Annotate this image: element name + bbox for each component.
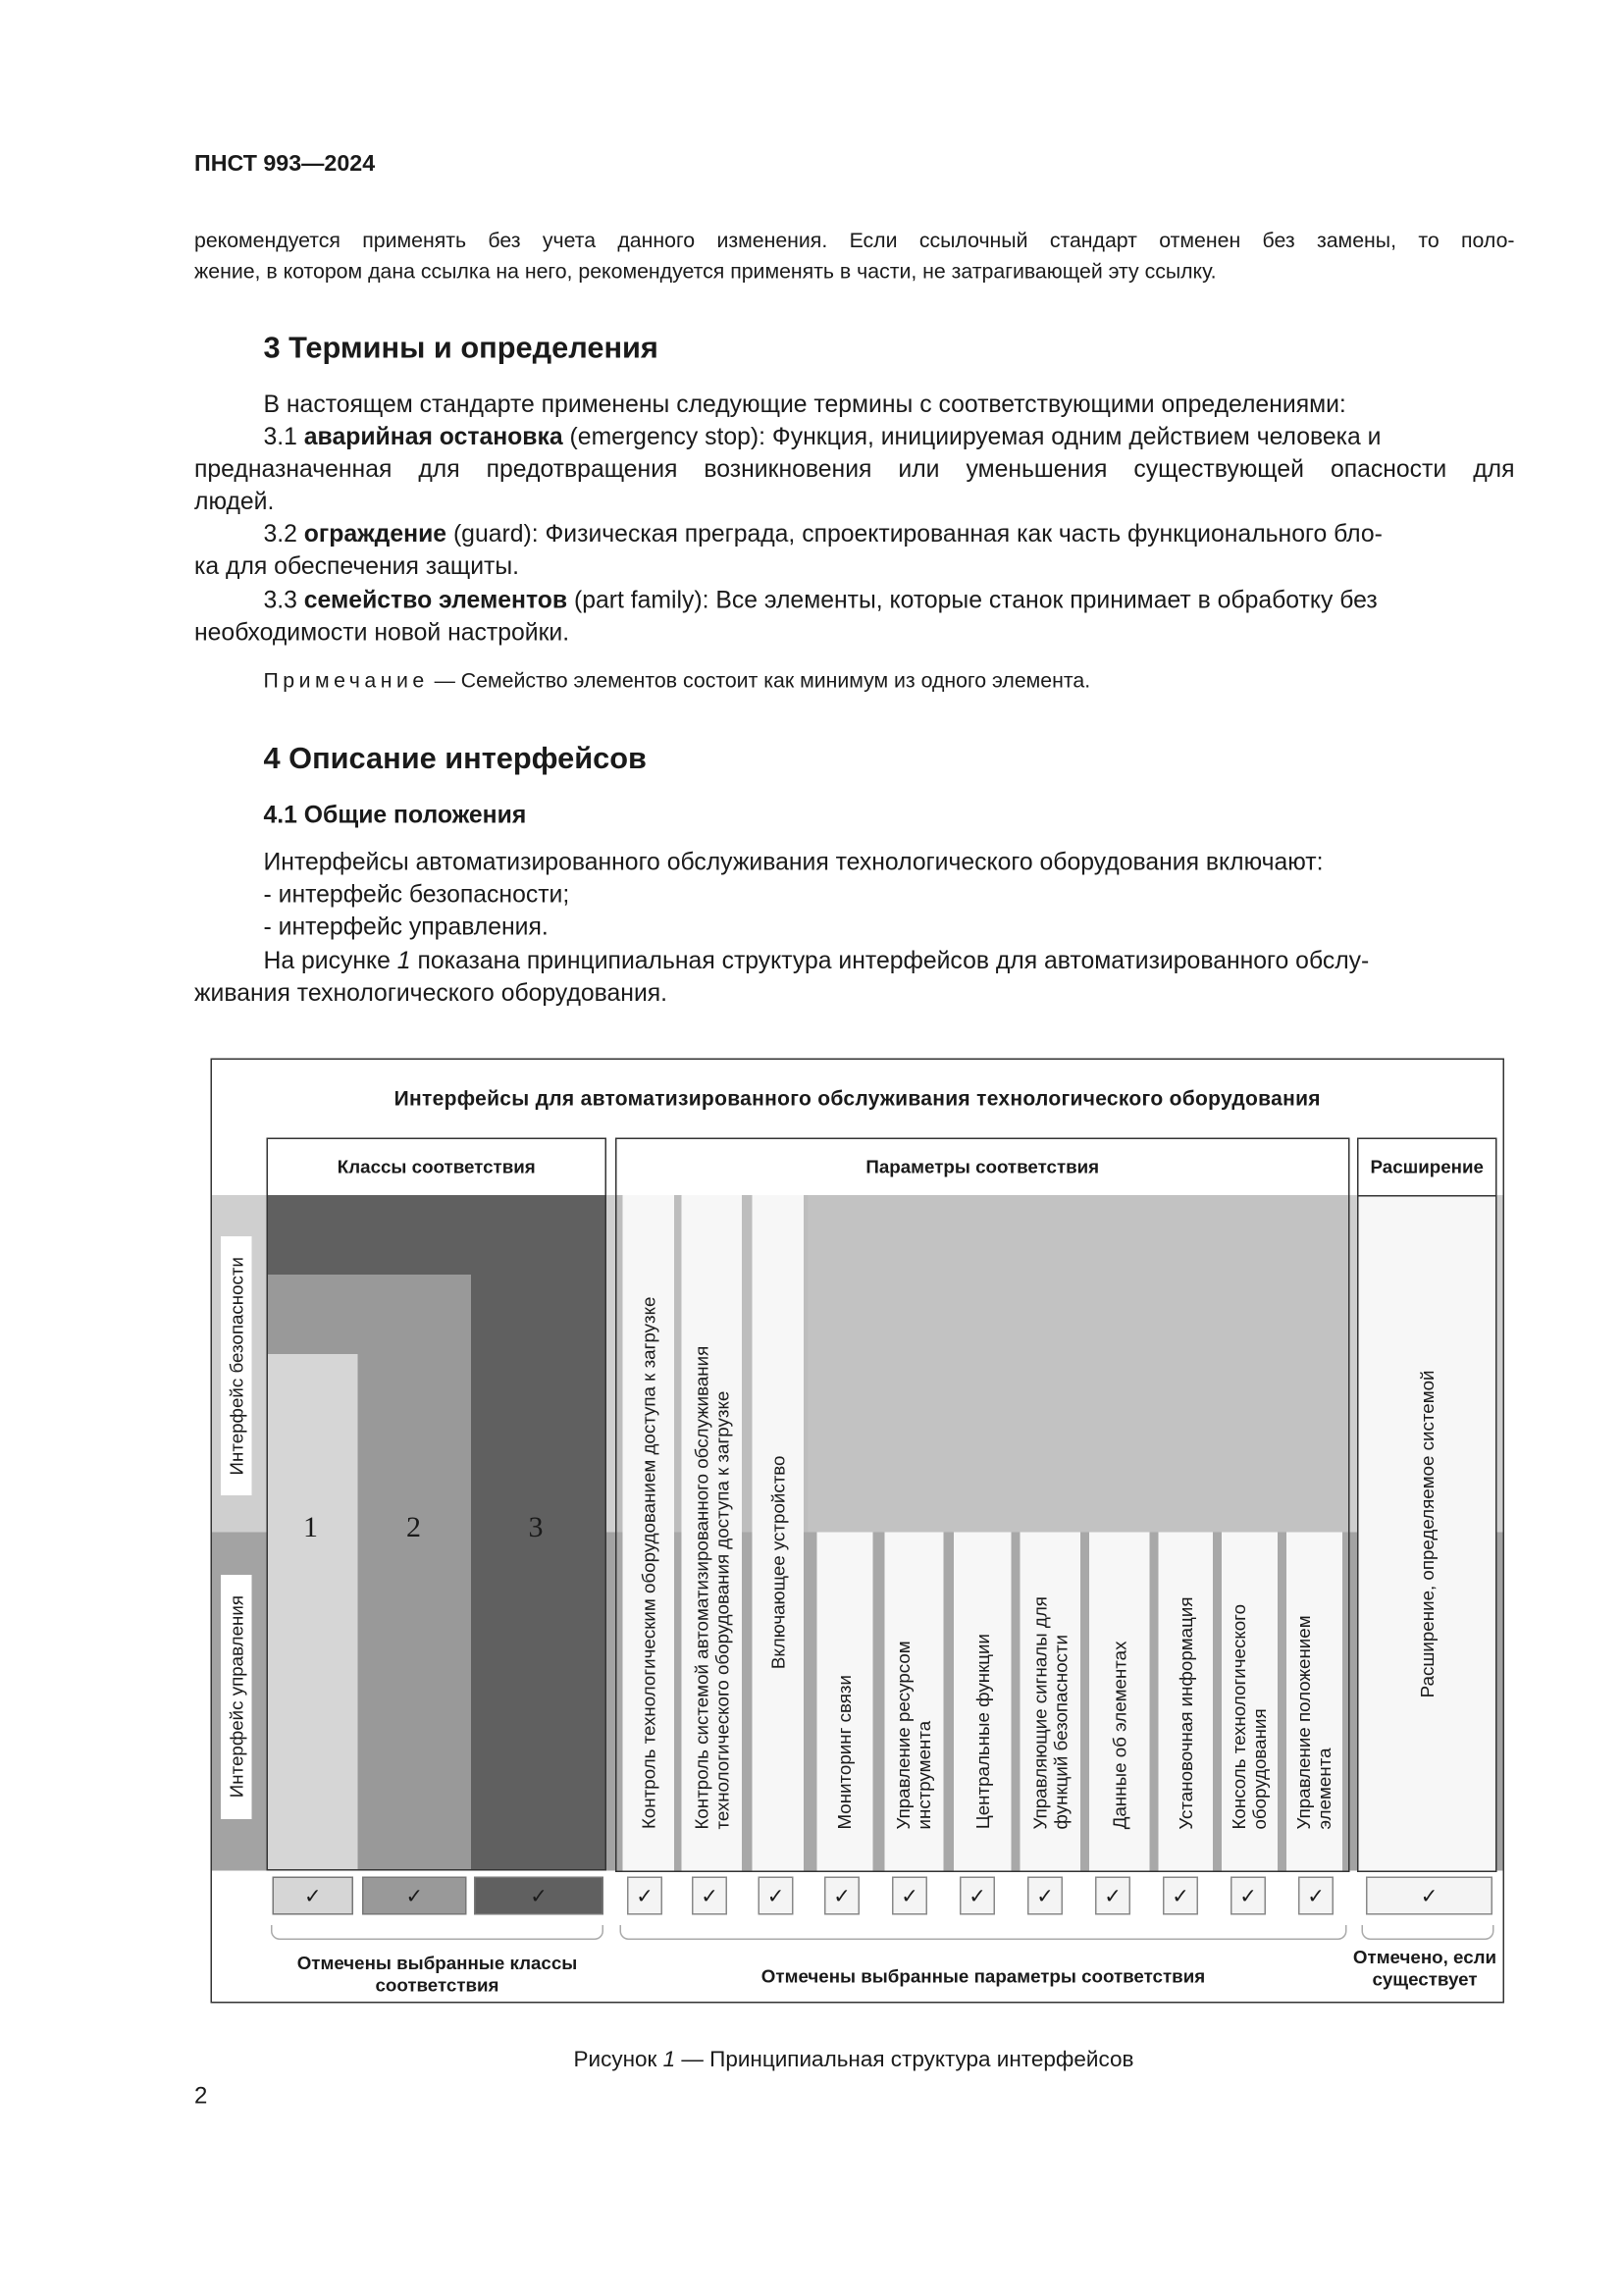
param-column xyxy=(1089,1533,1150,1871)
term-number: 3.2 xyxy=(263,521,304,548)
text: Рисунок xyxy=(573,2047,663,2072)
section-4-p2 xyxy=(264,948,1515,976)
selection-checkbox[interactable]: ✓ xyxy=(1230,1877,1266,1915)
classes-header: Классы соответствия xyxy=(267,1138,607,1197)
figure-caption xyxy=(0,2048,1623,2073)
param-label: Мониторинг связи xyxy=(834,1674,856,1830)
extension-label: Расширение, определяемое системой xyxy=(1416,1370,1438,1698)
param-label: Управление ресурсом инструмента xyxy=(893,1641,935,1830)
selection-checkbox[interactable]: ✓ xyxy=(273,1877,354,1915)
section-4-p2-line: живания технологического оборудования. xyxy=(194,980,668,1007)
intro-line: рекомендуется применять без учета данного изменения. Если ссылочный стандарт отменен без замены, то поло- xyxy=(194,230,1515,253)
document-id: ПНСТ 993—2024 xyxy=(194,151,376,177)
param-label: Центральные функции xyxy=(971,1634,993,1830)
param-label: Включающее устройство xyxy=(767,1455,789,1670)
figure-ref[interactable]: 1 xyxy=(396,948,411,974)
term-3-2 xyxy=(264,521,1515,549)
params-header: Параметры соответствия xyxy=(615,1138,1350,1197)
term-3-3-line: необходимости новой настройки. xyxy=(194,619,570,647)
param-column xyxy=(817,1533,873,1871)
extension-header: Расширение xyxy=(1357,1138,1497,1197)
term-number: 3.3 xyxy=(263,587,304,614)
selection-checkbox[interactable]: ✓ xyxy=(1027,1877,1063,1915)
classes-caption: Отмечены выбранные классы соответствия xyxy=(296,1953,578,1996)
list-item: - интерфейс управления. xyxy=(263,913,549,941)
term-definition: (emergency stop): Функция, инициируемая одним действием человека и xyxy=(562,424,1382,450)
extension-caption: Отмечено, если существует xyxy=(1352,1947,1497,1990)
extension-brace xyxy=(1362,1925,1494,1940)
selection-checkbox[interactable]: ✓ xyxy=(474,1877,603,1915)
term-3-1 xyxy=(264,424,1515,452)
params-brace xyxy=(620,1925,1347,1940)
section-3-title: 3 Термины и определения xyxy=(263,331,658,365)
param-column xyxy=(753,1195,805,1871)
intro-line: жение, в котором дана ссылка на него, рекомендуется применять в части, не затрагивающей эту ссылку. xyxy=(194,260,1217,285)
term: аварийная остановка xyxy=(303,424,563,450)
term-3-1-line: людей. xyxy=(194,489,275,515)
safety-interface-label xyxy=(221,1236,252,1495)
term-definition: (guard): Физическая преграда, спроектированная как часть функционального бло- xyxy=(446,521,1383,548)
selection-checkbox[interactable]: ✓ xyxy=(1095,1877,1130,1915)
text: — Принципиальная структура интерфейсов xyxy=(675,2047,1134,2072)
term-3-1-line: предназначенная для предотвращения возникновения или уменьшения существующей опасности для xyxy=(194,456,1515,483)
param-column xyxy=(1159,1533,1214,1871)
param-label: Управляющие сигналы для функций безопасности xyxy=(1029,1596,1072,1830)
param-label: Управление положением элемента xyxy=(1293,1615,1335,1830)
param-label: Данные об элементах xyxy=(1109,1641,1130,1830)
selection-checkbox[interactable]: ✓ xyxy=(1366,1877,1492,1915)
selection-checkbox[interactable]: ✓ xyxy=(1163,1877,1198,1915)
extension-column xyxy=(1357,1138,1497,1873)
interface-structure-figure xyxy=(211,1059,1505,2004)
row-label: Интерфейс безопасности xyxy=(226,1256,247,1476)
page-number: 2 xyxy=(194,2084,208,2110)
figure-number: 1 xyxy=(662,2047,676,2072)
note-label: Примечание xyxy=(263,669,429,694)
term-number: 3.1 xyxy=(263,424,304,450)
section-4-title: 4 Описание интерфейсов xyxy=(263,742,647,776)
section-4-p1: Интерфейсы автоматизированного обслуживания технологического оборудования включают: xyxy=(263,849,1324,876)
term-3-3 xyxy=(264,588,1515,616)
selection-checkbox[interactable]: ✓ xyxy=(362,1877,467,1915)
section-4-1-title: 4.1 Общие положения xyxy=(263,802,527,829)
selection-checkbox[interactable]: ✓ xyxy=(627,1877,662,1915)
params-safety-block xyxy=(809,1195,1349,1533)
selection-checkbox[interactable]: ✓ xyxy=(960,1877,995,1915)
list-item: - интерфейс безопасности; xyxy=(263,881,570,909)
note-text: — Семейство элементов состоит как минимум из одного элемента. xyxy=(428,669,1091,694)
control-interface-label xyxy=(221,1575,252,1819)
text: показана принципиальная структура интерфейсов для автоматизированного обслу- xyxy=(410,948,1370,974)
selection-checkbox[interactable]: ✓ xyxy=(692,1877,727,1915)
note xyxy=(264,670,1515,694)
param-label: Контроль технологическим оборудованием доступа к загрузке xyxy=(638,1296,659,1830)
param-column xyxy=(682,1195,743,1871)
param-column xyxy=(1021,1533,1081,1871)
figure-title: Интерфейсы для автоматизированного обслуживания технологического оборудования xyxy=(393,1086,1321,1110)
param-label: Консоль технологического оборудования xyxy=(1229,1603,1271,1830)
class-number: 2 xyxy=(406,1511,421,1544)
term-3-2-line: ка для обеспечения защиты. xyxy=(194,553,520,580)
term: семейство элементов xyxy=(303,587,568,614)
term-definition: (part family): Все элементы, которые станок принимает в обработку без xyxy=(567,587,1378,614)
param-column xyxy=(885,1533,944,1871)
param-column xyxy=(1222,1533,1278,1871)
row-label: Интерфейс управления xyxy=(226,1595,247,1799)
selection-checkbox[interactable]: ✓ xyxy=(824,1877,860,1915)
selection-checkbox[interactable]: ✓ xyxy=(892,1877,927,1915)
param-label: Контроль системой автоматизированного обслуживания технологического оборудования доступа к загрузке xyxy=(691,1345,733,1830)
param-label: Установочная информация xyxy=(1175,1596,1196,1830)
text: На рисунке xyxy=(263,948,397,974)
param-column xyxy=(623,1195,675,1871)
selection-checkbox[interactable]: ✓ xyxy=(1298,1877,1334,1915)
params-caption: Отмечены выбранные параметры соответствия xyxy=(760,1966,1206,1987)
classes-brace xyxy=(271,1925,603,1940)
class-number: 3 xyxy=(528,1511,544,1544)
class-number: 1 xyxy=(303,1511,318,1544)
param-column xyxy=(1286,1533,1342,1871)
section-3-lead: В настоящем стандарте применены следующие термины с соответствующими определениями: xyxy=(263,391,1346,418)
param-column xyxy=(954,1533,1012,1871)
selection-checkbox[interactable]: ✓ xyxy=(759,1877,794,1915)
term: ограждение xyxy=(303,521,447,548)
